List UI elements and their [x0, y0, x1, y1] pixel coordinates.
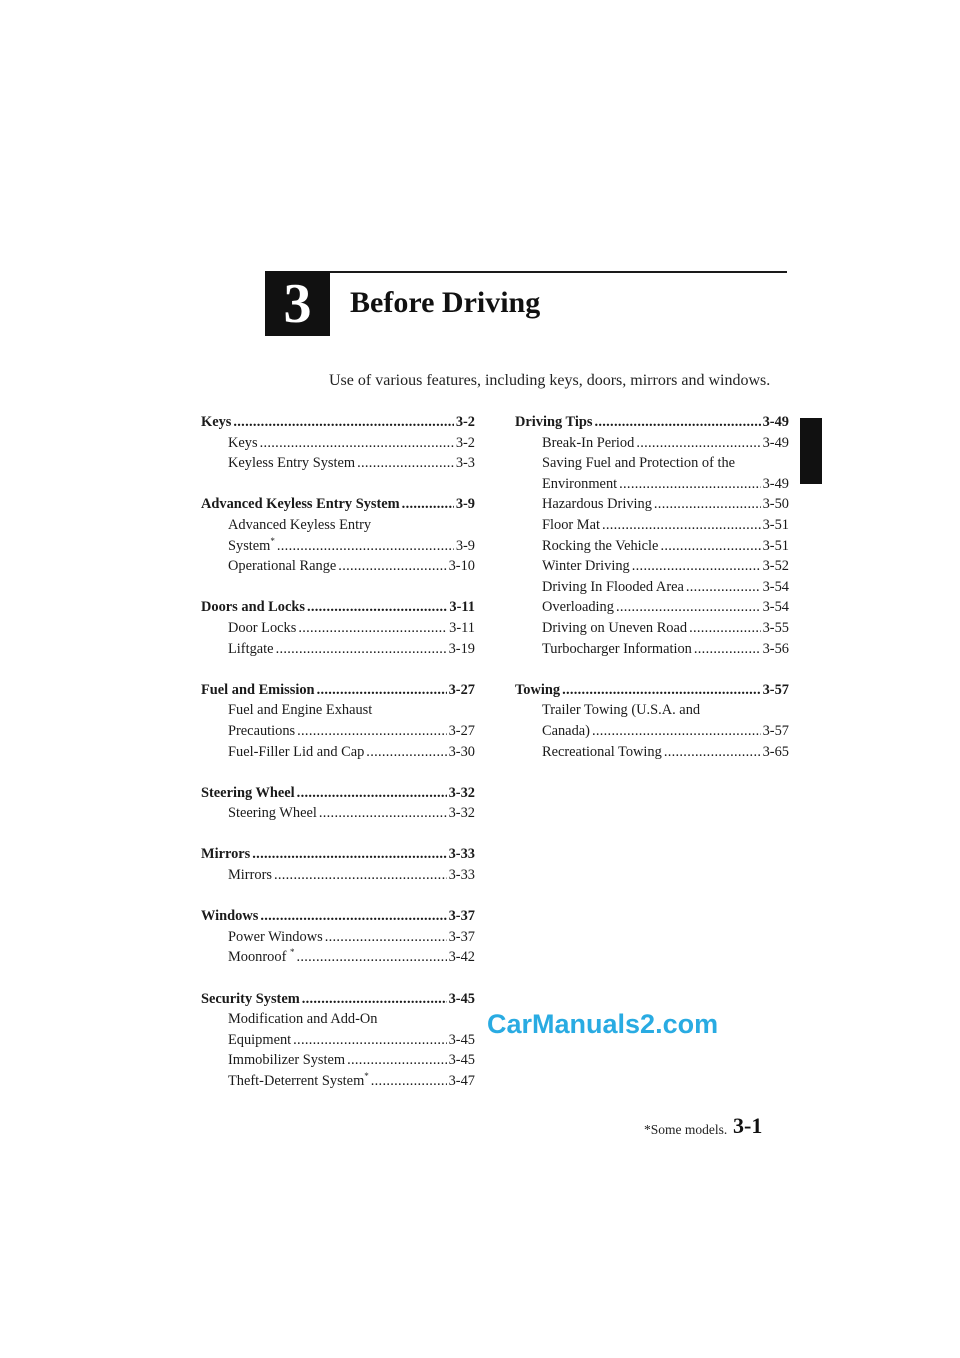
toc-item-uneven-road[interactable]: Driving on Uneven Road ..... 3-55	[515, 618, 789, 639]
toc-item-saving-fuel[interactable]: Environment ..... 3-49	[515, 474, 789, 495]
toc-item-trailer-towing[interactable]: Canada) ..... 3-57	[515, 721, 789, 742]
toc-section-fuel-emission[interactable]: Fuel and Emission ..... 3-27	[201, 680, 475, 701]
toc-item-power-windows[interactable]: Power Windows ..... 3-37	[201, 927, 475, 948]
toc-item-steering-wheel[interactable]: Steering Wheel ..... 3-32	[201, 803, 475, 824]
toc-item-turbocharger[interactable]: Turbocharger Information ..... 3-56	[515, 639, 789, 660]
toc-item-saving-fuel-line1[interactable]: Saving Fuel and Protection of the	[542, 455, 736, 472]
toc-item-immobilizer[interactable]: Immobilizer System ..... 3-45	[201, 1050, 475, 1071]
toc-left-column	[201, 412, 475, 1092]
toc-item-fuel-exhaust[interactable]: Precautions ..... 3-27	[201, 721, 475, 742]
toc-item-theft-deterrent[interactable]: Theft-Deterrent System* ..... 3-47	[201, 1071, 475, 1092]
toc-item-recreational-towing[interactable]: Recreational Towing ..... 3-65	[515, 742, 789, 763]
toc-section-doors-locks[interactable]: Doors and Locks ..... 3-11	[201, 597, 475, 618]
toc-section-windows[interactable]: Windows ..... 3-37	[201, 906, 475, 927]
toc-item-liftgate[interactable]: Liftgate ..... 3-19	[201, 639, 475, 660]
toc-right-column	[515, 412, 789, 762]
toc-item-keyless-entry[interactable]: Keyless Entry System ..... 3-3	[201, 453, 475, 474]
toc-item-operational-range[interactable]: Operational Range ..... 3-10	[201, 556, 475, 577]
toc-item-trailer-towing-line1[interactable]: Trailer Towing (U.S.A. and	[542, 702, 701, 719]
toc-section-keys[interactable]: Keys ..... 3-2	[201, 412, 475, 433]
watermark: CarManuals2.com	[487, 1009, 719, 1039]
toc-item-rocking-vehicle[interactable]: Rocking the Vehicle ..... 3-51	[515, 536, 789, 557]
toc-item-door-locks[interactable]: Door Locks ..... 3-11	[201, 618, 475, 639]
toc-item-break-in[interactable]: Break-In Period ..... 3-49	[515, 433, 789, 454]
toc-section-mirrors[interactable]: Mirrors ..... 3-33	[201, 844, 475, 865]
toc-section-advanced-keyless[interactable]: Advanced Keyless Entry System ..... 3-9	[201, 494, 475, 515]
toc-item-fuel-exhaust-line1[interactable]: Fuel and Engine Exhaust	[228, 702, 373, 719]
chapter-title: Before Driving	[350, 286, 541, 319]
toc-item-overloading[interactable]: Overloading ..... 3-54	[515, 597, 789, 618]
toc-item-moonroof[interactable]: Moonroof * ..... 3-42	[201, 947, 475, 968]
chapter-side-tab	[800, 418, 822, 484]
toc-item-modification[interactable]: Equipment ..... 3-45	[201, 1030, 475, 1051]
footnote: *Some models.	[644, 1122, 728, 1137]
toc-item-advanced-keyless[interactable]: System* ..... 3-9	[201, 536, 475, 557]
chapter-intro: Use of various features, including keys, doors, mirrors and windows.	[329, 372, 771, 389]
chapter-rule	[265, 271, 787, 273]
toc-item-fuel-filler[interactable]: Fuel-Filler Lid and Cap ..... 3-30	[201, 742, 475, 763]
toc-section-security[interactable]: Security System ..... 3-45	[201, 989, 475, 1010]
toc-item-mirrors[interactable]: Mirrors ..... 3-33	[201, 865, 475, 886]
toc-item-flooded-area[interactable]: Driving In Flooded Area ..... 3-54	[515, 577, 789, 598]
toc-item-modification-line1[interactable]: Modification and Add-On	[228, 1011, 378, 1028]
toc-section-steering-wheel[interactable]: Steering Wheel ..... 3-32	[201, 783, 475, 804]
toc-item-winter-driving[interactable]: Winter Driving ..... 3-52	[515, 556, 789, 577]
toc-item-floor-mat[interactable]: Floor Mat ..... 3-51	[515, 515, 789, 536]
toc-item-hazardous-driving[interactable]: Hazardous Driving ..... 3-50	[515, 494, 789, 515]
page-number: 3-1	[733, 1113, 763, 1138]
toc-item-advanced-keyless-line1[interactable]: Advanced Keyless Entry	[228, 516, 372, 533]
chapter-number-badge: 3	[265, 271, 330, 336]
toc-section-driving-tips[interactable]: Driving Tips ..... 3-49	[515, 412, 789, 433]
toc-section-towing[interactable]: Towing ..... 3-57	[515, 680, 789, 701]
toc-item-keys[interactable]: Keys ..... 3-2	[201, 433, 475, 454]
